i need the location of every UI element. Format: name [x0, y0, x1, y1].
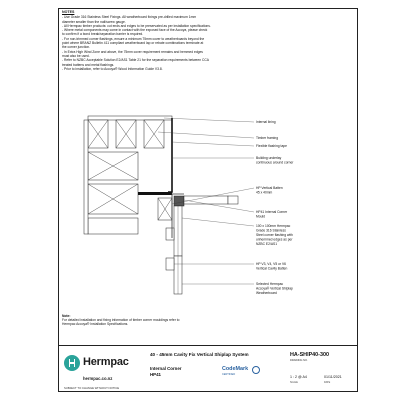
label-shiplap: Weatherboard: [256, 291, 277, 295]
title-block: [58, 345, 358, 393]
label-internal-lining: Internal lining: [256, 120, 276, 124]
drawing-title: 40 - 45mm Cavity Fix Vertical Shiplap System: [150, 352, 249, 357]
hermpac-logo-icon: [64, 355, 80, 371]
label-vertical-batten: 45 x 40mm: [256, 190, 273, 195]
codemark-badge-icon: [252, 366, 260, 374]
label-building-underlay: continuous around corner: [256, 160, 294, 165]
drawing-scale-label: SCALE: [290, 381, 298, 384]
note-line: treated battens and metal flashings.: [62, 62, 115, 67]
cavity-batten: [166, 258, 174, 270]
website-link[interactable]: hermpac.co.nz: [83, 376, 113, 381]
building-underlay: [168, 118, 172, 192]
label-steel-flashing: Steel corner flashing with: [256, 233, 293, 237]
underlay-band: [138, 192, 172, 195]
label-steel-flashing: Grade 316 Stainless: [256, 228, 286, 233]
drawing-scale: 1 : 2 @ A4: [290, 375, 307, 379]
footer-note: [62, 314, 292, 327]
drawing-date-label: DATE: [324, 381, 331, 384]
label-cavity-batten: Vertical Cavity Batten: [256, 266, 288, 271]
label-steel-flashing: unhemmed edges as per: [256, 237, 293, 242]
label-building-underlay: Building underlay: [256, 156, 282, 160]
label-shiplap: Selected Hermpac: [256, 282, 284, 286]
label-internal-corner: HP41 Internal Corner: [256, 210, 288, 214]
label-shiplap: Accoya® Vertical Shiplap: [256, 286, 293, 291]
label-flexible-flashing: Flexible flashing tape: [256, 144, 287, 148]
disclaimer: SUBJECT TO CHANGE WITHOUT NOTICE: [64, 386, 120, 390]
footer-note-title: Note:: [62, 314, 71, 318]
corner-mould: [174, 196, 184, 206]
corner-detail-drawing: [58, 108, 358, 308]
note-line: - All Hermpac timber products: cut ends and edges to be preservated as per installation specifications.: [62, 23, 211, 28]
logo-text: Hermpac: [83, 356, 129, 368]
footer-note-line: For detailed installation and fixing information of timber corner mouldings refer to: [62, 318, 180, 323]
codemark-logo: [222, 366, 262, 380]
note-line: - In Extra High Wind Zone and above, the 75mm cover requirement remains and hemmed edges: [62, 49, 203, 54]
drawing-subtitle: Internal Corner: [150, 366, 182, 371]
label-steel-flashing: 100 x 100mm Hermpac: [256, 224, 291, 228]
left-lining: [84, 120, 88, 234]
note-line: must also be used.: [62, 53, 90, 58]
note-line: - Refer to NZBC Acceptable Solution E2/AS1 Table 21 for the separation requirements between CCA: [62, 58, 209, 63]
note-line: point where BRANZ Bulletin 411 compliant weatherboard lap or rebate combinations terminate at: [62, 41, 204, 46]
shiplap-board: [184, 196, 228, 204]
note-line: - Prior to installation, refer to Accoya® Wood Information Guide V3.8.: [62, 66, 163, 71]
note-line: to confirm if a bond break/separation barrier is required.: [62, 32, 144, 37]
drawing-subtitle-code: HP41: [150, 372, 161, 377]
codemark-sub: CERTIFIED: [222, 373, 236, 376]
notes-block: [62, 10, 302, 71]
top-lining: [88, 116, 172, 120]
note-line: the corner junction.: [62, 45, 91, 50]
label-timber-framing: Timber framing: [256, 136, 279, 140]
label-internal-corner: Mould: [256, 214, 265, 219]
note-line: - For non-trimmed corner flashings, ensure a minimum 75mm cover to weatherboards beyond the: [62, 36, 205, 41]
cavity-batten: [166, 228, 174, 240]
label-steel-flashing: NZBC E2/AS1: [256, 242, 278, 246]
hermpac-logo: [64, 354, 129, 381]
label-cavity-batten: HP V3, V4, V5 or V6: [256, 262, 286, 266]
footer-note-line: Hermpac Accoya® Installation Specifications.: [62, 322, 129, 327]
note-line: - Where metal components may come in contact with the exposed face of the Accoya, please check: [62, 28, 208, 33]
note-line: - Use Grade 316 Stainless Steel Fixings. All weatherboard fixings pre-drilled maximum 1mm: [62, 15, 197, 20]
drawing-number: HA-SHIP40-300: [290, 352, 329, 358]
codemark-text: CodeMark: [222, 366, 249, 372]
drawing-number-label: DRAWING NO.: [290, 359, 308, 362]
stud: [88, 218, 138, 234]
notes-title: NOTES: [62, 10, 75, 14]
drawing-date: 01/11/2021: [324, 375, 342, 379]
shiplap-board: [228, 196, 238, 204]
note-line: diameter smaller than the nail/screw gauge.: [62, 19, 126, 24]
label-vertical-batten: HP Vertical Batten: [256, 186, 283, 190]
